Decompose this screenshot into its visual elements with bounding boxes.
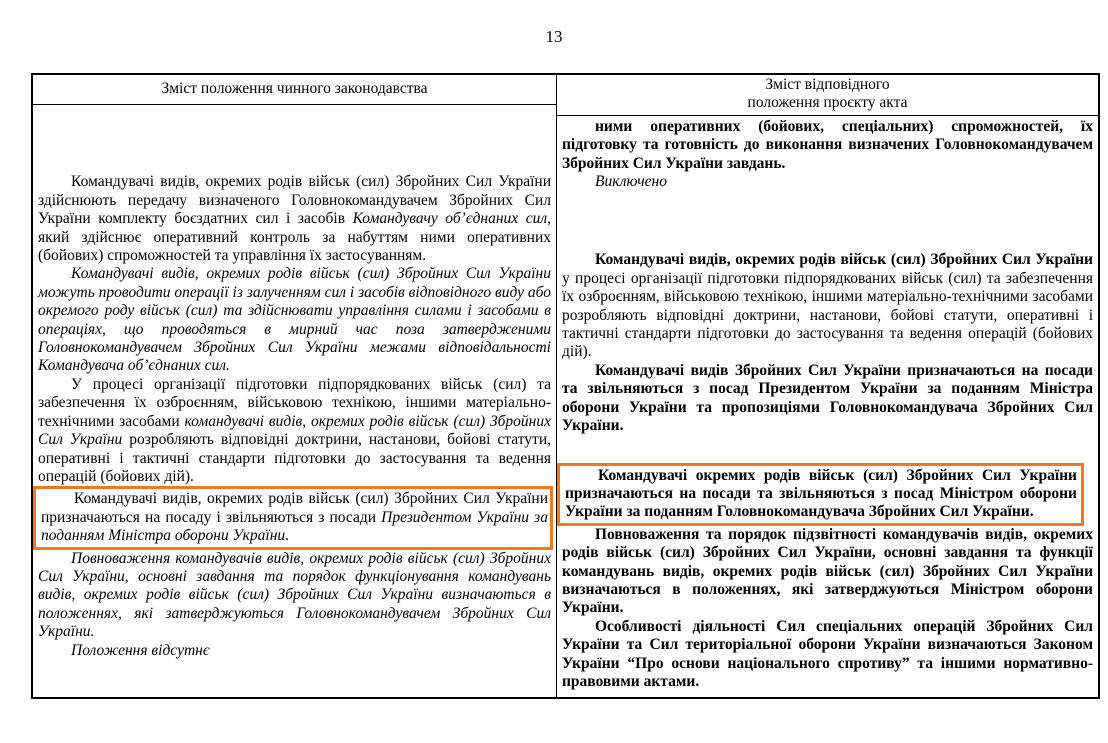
right-paragraph-1: ними оперативних (бойових, спеціальних) спроможностей, їх підготовку та готовність до виконання визначених Головнокомандувачем Збройних Сил України завдань.: [562, 117, 1093, 172]
spacer: [562, 436, 1093, 463]
right-column-body: [557, 116, 1098, 698]
right-column-header-line1: Зміст відповідного: [765, 76, 890, 93]
text-segment: Командувачі видів, окремих родів військ (сил) Збройних Сил України призначаються на посаду і звільняються з посади: [41, 490, 548, 526]
text-segment: розробляють відповідні доктрини, настанови, бойові статути, оперативні і тактичні стандарти підготовки до застосування та ведення операцій (бойових дій).: [38, 431, 551, 485]
right-column-draft-act: [557, 75, 1098, 697]
right-paragraph-4: Командувачі видів Збройних Сил України призначаються на посади та звільняються з посад Президентом України за поданням Міністра оборони України та пропозиціями Головнокомандувача Збройних Сил України.: [562, 361, 1093, 435]
right-paragraph-5-highlighted: Командувачі окремих родів військ (сил) Збройних Сил України призначаються на посади та звільняються з посад Міністром оборони України за поданням Головнокомандувача Збройних Сил України.: [565, 466, 1077, 521]
highlight-box-left: [33, 486, 553, 549]
text-segment: , який здійснює оперативний контроль за набуттям ними оперативних (бойових) спроможностей та управління їх застосуванням.: [38, 210, 551, 265]
text-segment: .: [285, 527, 290, 545]
right-paragraph-7: Особливості діяльності Сил спеціальних операцій Збройних Сил України та Сил територіальної оборони України визначаються Законом України “Про основи національного спротиву” та іншими нормативно-правовими актами.: [562, 617, 1093, 690]
right-paragraph-3: [562, 251, 1093, 361]
left-column-current-legislation: [33, 75, 557, 697]
right-paragraph-2: Виключено: [595, 173, 667, 191]
text-segment: Командувачі видів, окремих родів військ (сил) Збройних Сил України здійснюють передачу визначеного Головнокомандувачем Збройних Сил України комплекту боєздатних сил і засобів: [38, 173, 551, 228]
left-paragraph-4-highlighted: [41, 490, 548, 545]
text-segment-italic: Командувачу об’єднаних сил: [352, 210, 548, 228]
left-paragraph-3: [38, 376, 551, 486]
text-segment-bold: Командувачі видів, окремих родів військ (сил) Збройних Сил України: [595, 251, 1093, 269]
page-number: 13: [545, 27, 563, 46]
left-column-body: [33, 105, 556, 697]
spacer: [38, 107, 551, 173]
text-segment: У процесі організації підготовки підпорядкованих військ (сил) та забезпечення їх озброєнням, військовою технікою, іншими матеріально-технічними засобами: [38, 375, 551, 430]
comparison-table: [31, 73, 1100, 699]
right-column-header: [557, 75, 1098, 116]
left-paragraph-2: Командувачі видів, окремих родів військ (сил) Збройних Сил України можуть проводити операції із залученням сил і засобів відповідного виду або окремого роду військ (сил) та здійснювати управління силами і засобами в операціях, що проводяться в мирний час поза затвердженими Головнокомандувачем Збройних Сил України межами відповідальності Командувача об’єднаних сил.: [38, 265, 551, 375]
right-column-header-line2: положення проєкту акта: [747, 94, 908, 112]
left-column-header: Зміст положення чинного законодавства: [33, 75, 556, 105]
text-segment: у процесі організації підготовки підпорядкованих військ (сил) та забезпечення їх озброєнням, військовою технікою, іншими матеріально-технічними засобами розробляють відповідні доктрини, настанови, бойові статути, оперативні і тактичні стандарти підготовки до застосування та ведення операцій (бойових дій).: [562, 269, 1093, 361]
left-paragraph-6: Положення відсутнє: [71, 641, 210, 659]
right-paragraph-6: Повноваження та порядок підзвітності командувачів видів, окремих родів військ (сил) Збройних Сил України, основні завдання та функції командувань видів, окремих родів військ (сил) Збройних Сил України визначаються в положеннях, які затверджуються Міністром оборони України.: [562, 525, 1093, 617]
highlight-box-right: [557, 463, 1084, 526]
left-paragraph-5: Повноваження командувачів видів, окремих родів військ (сил) Збройних Сил України, основні завдання та порядок функціонування командувань видів, окремих родів військ (сил) Збройних Сил України визначаються в положеннях, які затверджуються Головнокомандувачем Збройних Сил України.: [38, 549, 551, 641]
text-segment-italic: Президентом України за поданням Міністра оборони України: [41, 508, 548, 545]
left-paragraph-1: [38, 173, 551, 265]
text-segment-italic: командувачі видів, окремих родів військ (сил) Збройних Сил України: [38, 412, 552, 449]
spacer: [562, 191, 1093, 251]
